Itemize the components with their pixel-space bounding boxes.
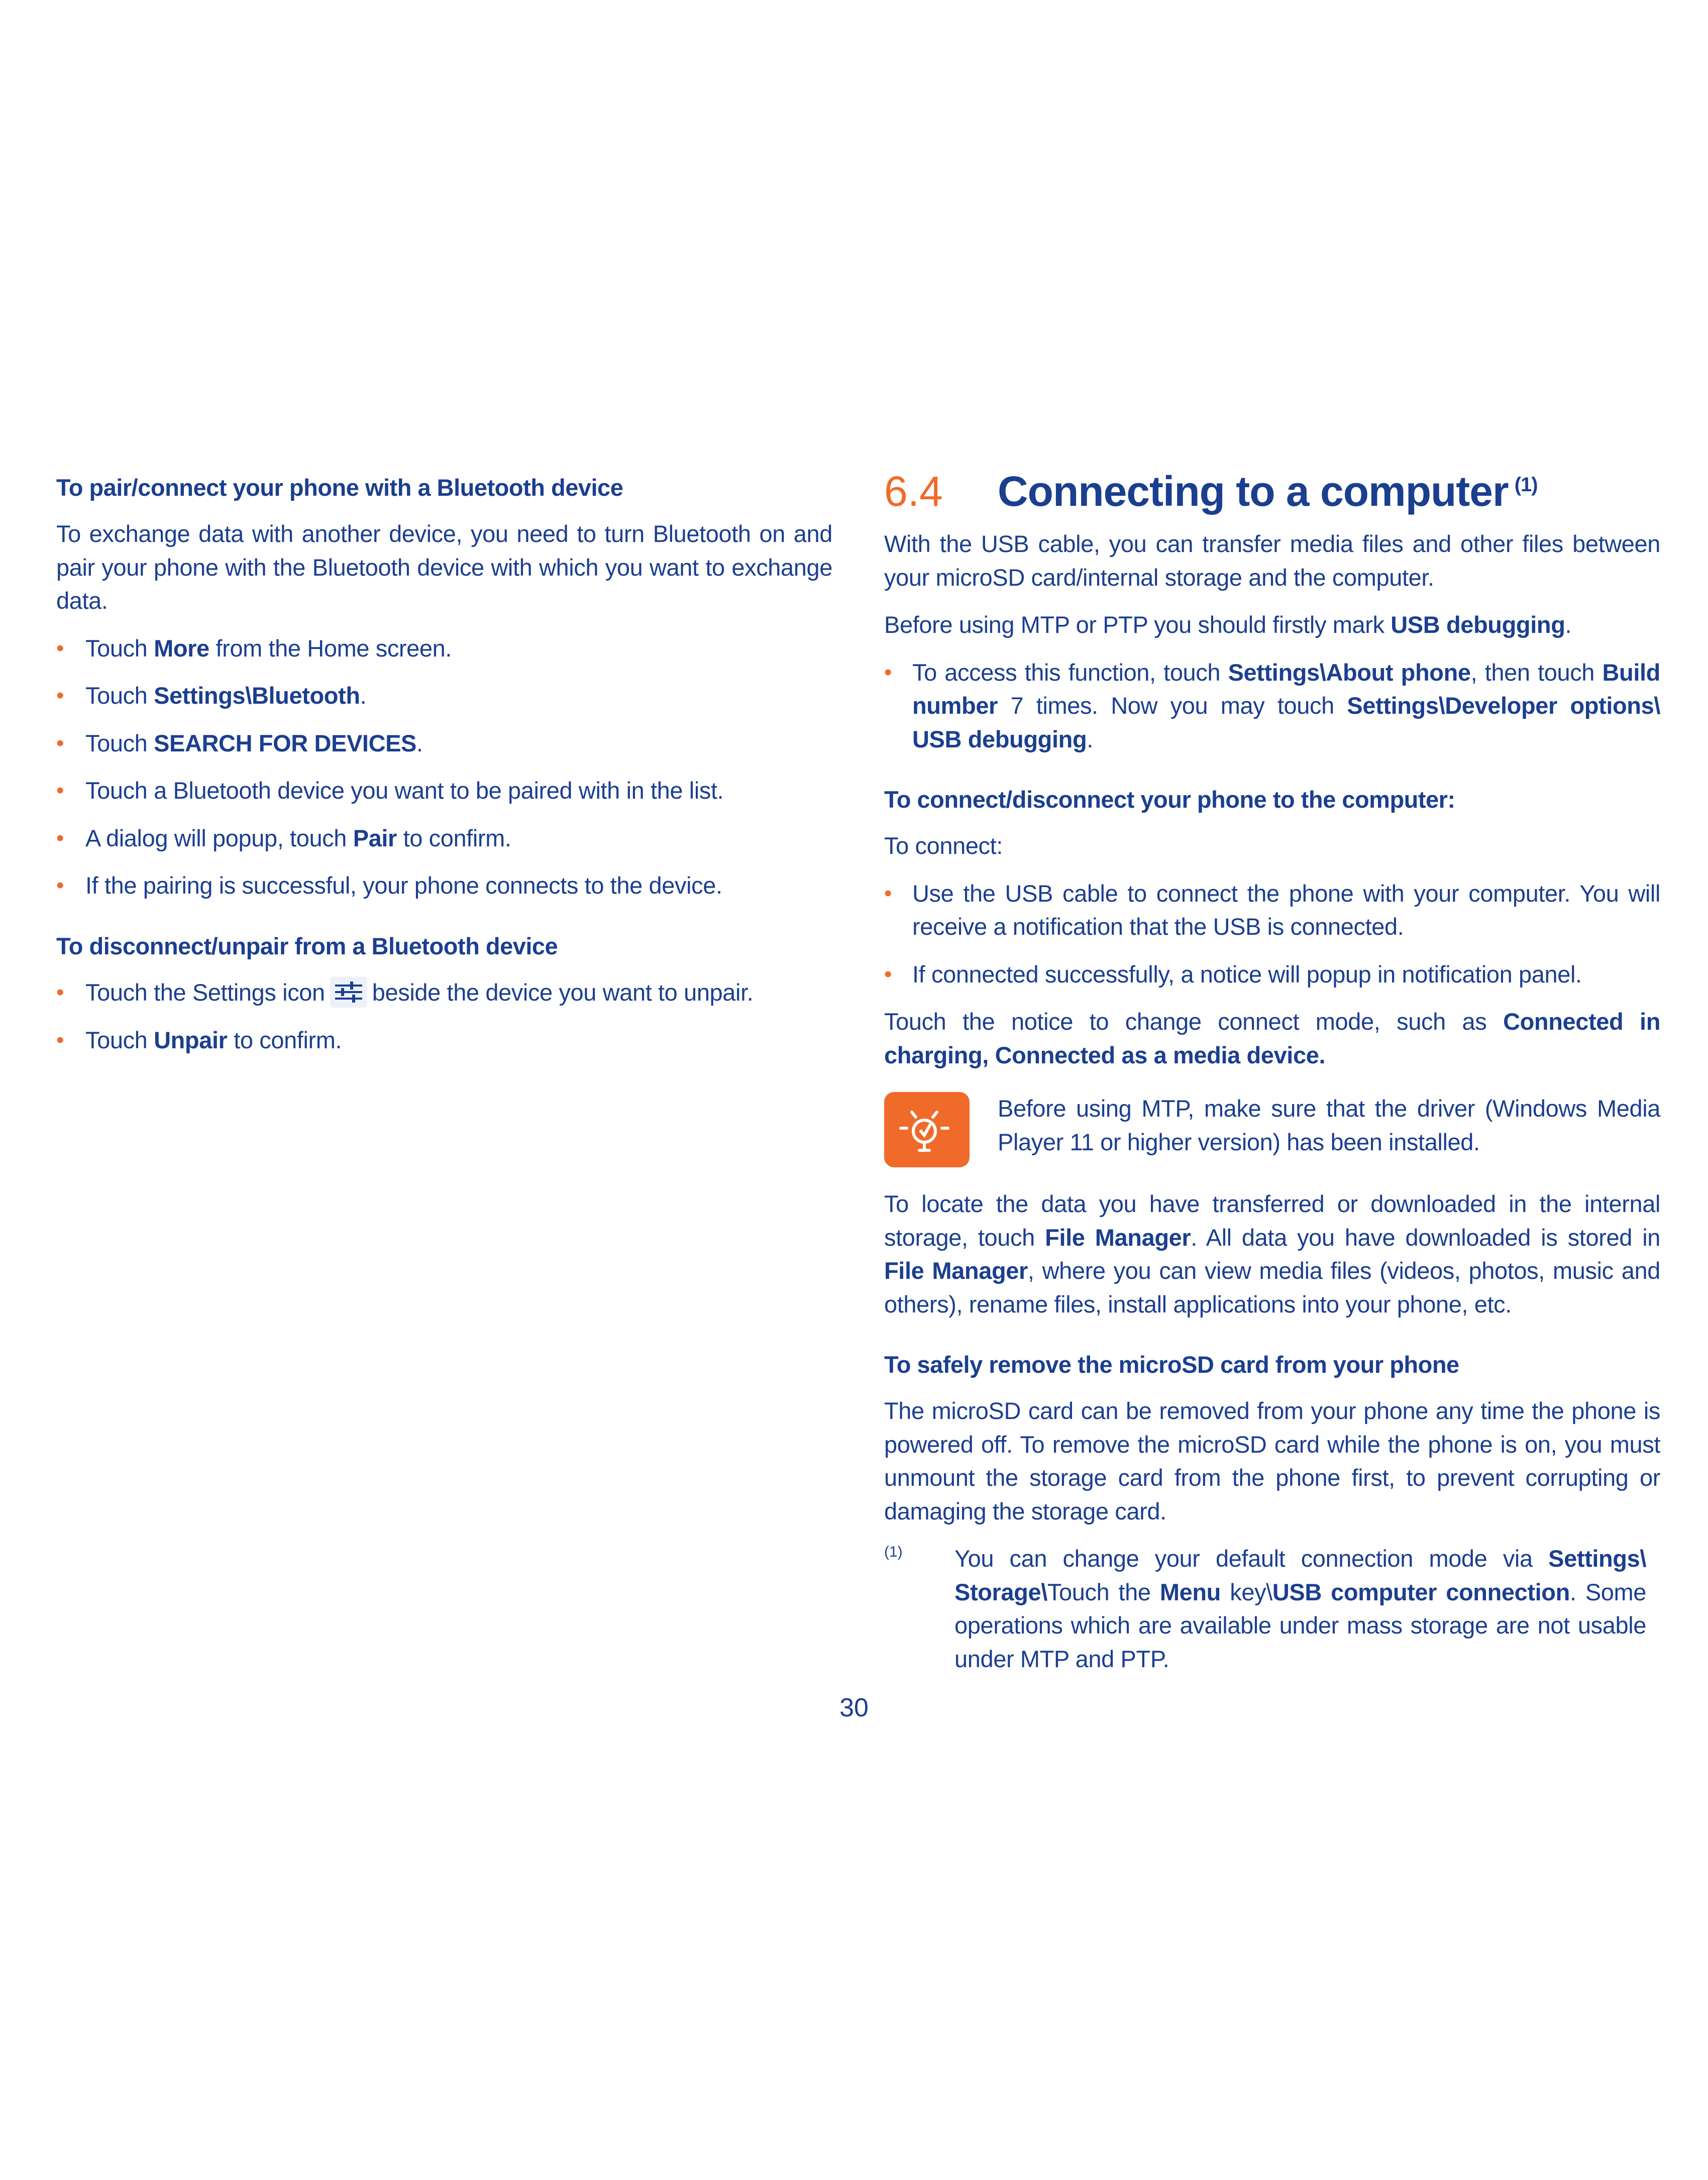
- list-item: • Touch More from the Home screen.: [56, 632, 832, 666]
- left-column: [56, 472, 832, 1057]
- bullet-icon: •: [56, 1028, 64, 1053]
- section-number: 6.4: [884, 468, 943, 515]
- pair-steps-list: [56, 632, 832, 903]
- bullet-icon: •: [884, 881, 892, 906]
- section-heading: Connecting to a computer $^{(1)}$: [998, 468, 1538, 515]
- pair-intro: To exchange data with another device, you need to turn Bluetooth on and pair your phone with the Bluetooth device with which you want to exchange data.: [56, 520, 832, 614]
- footnote-text: You can change your default connection mode via Settings\ Storage\Touch the Menu key\USB computer connection. Some operations which are available under mass storage are not usable under MTP and PTP.: [954, 1545, 1646, 1672]
- access-list: [884, 656, 1660, 756]
- bullet-icon: •: [56, 778, 64, 803]
- to-connect-label: To connect:: [884, 832, 1003, 859]
- page-number: 30: [839, 1693, 869, 1722]
- bullet-icon: •: [56, 979, 64, 1005]
- connect-mode-paragraph: Touch the notice to change connect mode, such as Connected in charging, Connected as a media device.: [884, 1008, 1660, 1068]
- list-item: • To access this function, touch Settings\About phone, then touch Build number 7 times. Now you may touch Settings\Developer options\ USB debugging.: [884, 656, 1660, 756]
- mtp-paragraph: Before using MTP or PTP you should firstly mark USB debugging.: [884, 611, 1572, 638]
- tip-text: Before using MTP, make sure that the driver (Windows Media Player 11 or higher version) has been installed.: [998, 1095, 1660, 1155]
- heading-disconnect-unpair: To disconnect/unpair from a Bluetooth device: [56, 932, 558, 959]
- heading-connect-disconnect: To connect/disconnect your phone to the computer:: [884, 786, 1455, 813]
- bulb-tip-icon: [884, 1092, 970, 1167]
- footnote: [884, 1542, 1660, 1676]
- bullet-icon: •: [56, 683, 64, 708]
- list-item: • Touch Settings\Bluetooth.: [56, 679, 832, 713]
- unpair-steps-list: [56, 976, 832, 1057]
- list-item: • Use the USB cable to connect the phone with your computer. You will receive a notification that the USB is connected.: [884, 877, 1660, 944]
- bullet-icon: •: [56, 873, 64, 898]
- list-item: • A dialog will popup, touch Pair to confirm.: [56, 822, 832, 855]
- list-item: • Touch Unpair to confirm.: [56, 1024, 832, 1057]
- footnote-ref: (1): [1514, 474, 1538, 496]
- heading-remove-microsd: To safely remove the microSD card from your phone: [884, 1351, 1459, 1378]
- list-item: • Touch a Bluetooth device you want to be paired with in the list.: [56, 774, 832, 808]
- usb-intro: With the USB cable, you can transfer media files and other files between your microSD card/internal storage and the computer.: [884, 530, 1660, 591]
- bullet-icon: •: [56, 730, 64, 755]
- list-item: • If connected successfully, a notice will popup in notification panel.: [884, 958, 1660, 992]
- locate-paragraph: To locate the data you have transferred or downloaded in the internal storage, touch File Manager. All data you have downloaded is stored in File Manager, where you can view media files (videos, photos, music and others), rename files, install applications into your phone, etc.: [884, 1190, 1660, 1318]
- list-item: • If the pairing is successful, your phone connects to the device.: [56, 869, 832, 903]
- bullet-icon: •: [56, 825, 64, 850]
- list-item: • Touch the Settings icon beside the device you want to unpair.: [56, 976, 832, 1010]
- bullet-icon: •: [884, 660, 892, 685]
- heading-pair-connect: To pair/connect your phone with a Bluetooth device: [56, 474, 623, 501]
- remove-paragraph: The microSD card can be removed from your phone any time the phone is powered off. To remove the microSD card while the phone is on, you must unmount the storage card from the phone first, to prevent corrupting or damaging the storage card.: [884, 1397, 1660, 1524]
- bullet-icon: •: [884, 961, 892, 987]
- tip-note: [884, 1092, 1660, 1167]
- bullet-icon: •: [56, 635, 64, 661]
- settings-sliders-icon: [330, 976, 367, 1008]
- list-item: • Touch SEARCH FOR DEVICES.: [56, 727, 832, 760]
- section-title: [884, 467, 1660, 527]
- footnote-mark: (1): [884, 1544, 903, 1560]
- right-column: [884, 467, 1660, 1676]
- connect-steps-list: [884, 877, 1660, 992]
